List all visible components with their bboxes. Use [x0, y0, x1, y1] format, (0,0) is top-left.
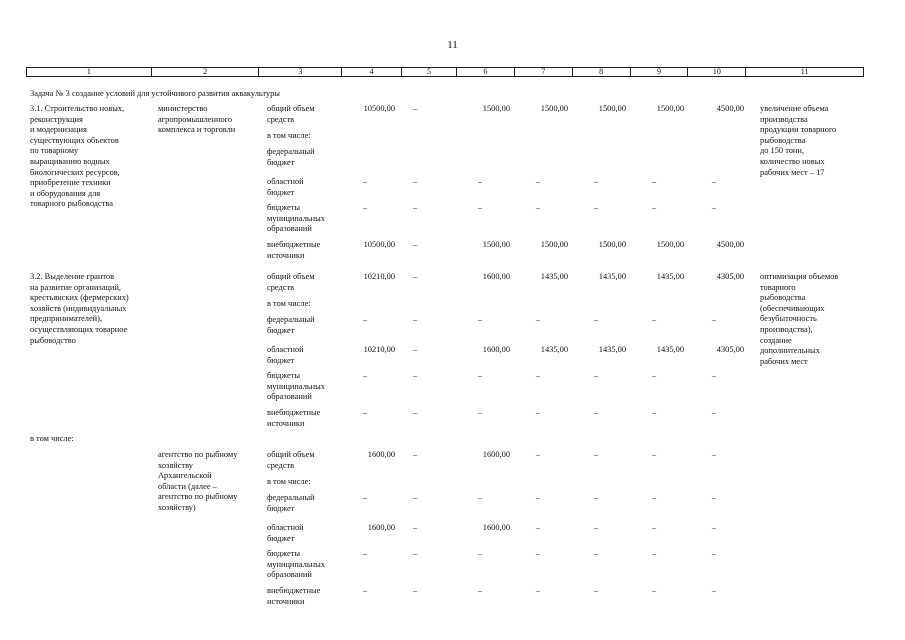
amount-cell: 10500,00 — [363, 240, 395, 249]
amount-cell: – — [362, 177, 368, 186]
source-label: в том числе: — [267, 299, 311, 308]
table-header-row — [26, 67, 864, 77]
amount-cell: – — [362, 549, 368, 558]
amount-cell: – — [412, 272, 418, 281]
amount-cell: 1435,00 — [656, 345, 684, 354]
source-label: в том числе: — [267, 477, 311, 486]
amount-cell: 1435,00 — [656, 272, 684, 281]
amount-cell: – — [711, 523, 717, 532]
amount-cell: 1500,00 — [482, 240, 510, 249]
amount-cell: – — [362, 371, 368, 380]
executor-text: агентство по рыбному хозяйству Архангельской области (далее – агентство по рыбному хозяйству) — [158, 450, 238, 512]
header-col-11: 11 — [800, 67, 809, 76]
source-label: областной бюджет — [267, 523, 304, 543]
source-label: внебюджетные источники — [267, 240, 321, 260]
amount-cell: – — [477, 315, 483, 324]
amount-cell: – — [535, 203, 541, 212]
amount-cell: – — [535, 371, 541, 380]
header-col-9: 9 — [631, 68, 689, 76]
amount-cell: – — [535, 177, 541, 186]
amount-cell: – — [593, 549, 599, 558]
amount-cell: – — [593, 586, 599, 595]
executor-text: министерство агропромышленного комплекса и торговли — [158, 104, 236, 135]
amount-cell: – — [535, 549, 541, 558]
source-label: областной бюджет — [267, 177, 304, 197]
amount-cell: – — [651, 523, 657, 532]
amount-cell: – — [711, 549, 717, 558]
amount-cell: – — [362, 408, 368, 417]
amount-cell: 1600,00 — [482, 523, 510, 532]
source-label: общий объем средств — [267, 104, 315, 124]
amount-cell: – — [477, 586, 483, 595]
amount-cell: – — [362, 203, 368, 212]
amount-cell: – — [412, 371, 418, 380]
source-label: федеральный бюджет — [267, 315, 315, 335]
amount-cell: 1600,00 — [367, 450, 395, 459]
header-col-2: 2 — [152, 68, 260, 76]
measure-text: 3.1. Строительство новых, реконструкция и модернизация существующих объектов по товарному выращиванию водных биологических ресурсов, приобретение техники и оборудования для товарного рыбоводства — [30, 104, 125, 209]
amount-cell: – — [412, 240, 418, 249]
source-label: в том числе: — [267, 131, 311, 140]
amount-cell: – — [535, 408, 541, 417]
amount-cell: 4500,00 — [716, 104, 744, 113]
source-label: федеральный бюджет — [267, 147, 315, 167]
amount-cell: – — [593, 493, 599, 502]
amount-cell: – — [651, 408, 657, 417]
amount-cell: – — [535, 586, 541, 595]
amount-cell: – — [412, 493, 418, 502]
amount-cell: – — [362, 315, 368, 324]
amount-cell: 10210,00 — [363, 345, 395, 354]
amount-cell: – — [711, 203, 717, 212]
amount-cell: – — [535, 493, 541, 502]
amount-cell: – — [412, 450, 418, 459]
amount-cell: – — [593, 203, 599, 212]
amount-cell: – — [477, 549, 483, 558]
amount-cell: – — [477, 408, 483, 417]
source-label: бюджеты муниципальных образований — [267, 371, 325, 402]
amount-cell: 4305,00 — [716, 345, 744, 354]
header-col-8: 8 — [573, 68, 631, 76]
amount-cell: – — [651, 203, 657, 212]
header-col-10: 10 — [688, 68, 746, 76]
amount-cell: 10500,00 — [363, 104, 395, 113]
amount-cell: 1500,00 — [598, 240, 626, 249]
source-label: областной бюджет — [267, 345, 304, 365]
amount-cell: 1500,00 — [540, 104, 568, 113]
amount-cell: – — [412, 104, 418, 113]
amount-cell: – — [651, 450, 657, 459]
amount-cell: 4500,00 — [716, 240, 744, 249]
amount-cell: – — [477, 493, 483, 502]
amount-cell: 1435,00 — [540, 272, 568, 281]
amount-cell: 1500,00 — [540, 240, 568, 249]
result-text: оптимизация объемов товарного рыбоводства (обеспечивающих безубыточность производства), создание дополнительных рабочих мест — [760, 272, 839, 366]
measure-text: 3.2. Выделение грантов на развитие организаций, крестьянских (фермерских) хозяйств (индивидуальных предпринимателей), осуществляющих товарное рыбоводство — [30, 272, 129, 345]
amount-cell: – — [711, 408, 717, 417]
amount-cell: – — [593, 177, 599, 186]
amount-cell: – — [711, 177, 717, 186]
header-col-4: 4 — [342, 68, 402, 76]
amount-cell: – — [362, 586, 368, 595]
amount-cell: – — [593, 315, 599, 324]
amount-cell: – — [651, 371, 657, 380]
amount-cell: – — [412, 586, 418, 595]
amount-cell: – — [711, 586, 717, 595]
amount-cell: – — [711, 450, 717, 459]
task-title: Задача № 3 создание условий для устойчивого развития аквакультуры — [30, 89, 280, 98]
amount-cell: 1500,00 — [598, 104, 626, 113]
amount-cell: – — [593, 523, 599, 532]
amount-cell: – — [362, 493, 368, 502]
amount-cell: 1435,00 — [540, 345, 568, 354]
amount-cell: – — [477, 371, 483, 380]
amount-cell: – — [412, 408, 418, 417]
amount-cell: 1600,00 — [367, 523, 395, 532]
amount-cell: 10210,00 — [363, 272, 395, 281]
amount-cell: – — [593, 371, 599, 380]
amount-cell: – — [593, 450, 599, 459]
amount-cell: – — [711, 493, 717, 502]
amount-cell: – — [651, 549, 657, 558]
header-col-6: 6 — [457, 68, 515, 76]
source-label: бюджеты муниципальных образований — [267, 549, 325, 580]
source-label: внебюджетные источники — [267, 408, 321, 428]
amount-cell: 1600,00 — [482, 345, 510, 354]
amount-cell: – — [412, 523, 418, 532]
source-label: общий объем средств — [267, 450, 315, 470]
amount-cell: – — [651, 493, 657, 502]
header-col-5: 5 — [402, 68, 457, 76]
amount-cell: 1435,00 — [598, 272, 626, 281]
page-number: 11 — [447, 39, 458, 51]
amount-cell: 1500,00 — [656, 104, 684, 113]
amount-cell: – — [412, 549, 418, 558]
amount-cell: 1500,00 — [482, 104, 510, 113]
amount-cell: – — [412, 345, 418, 354]
source-label: общий объем средств — [267, 272, 315, 292]
source-label: внебюджетные источники — [267, 586, 321, 606]
in-total-label: в том числе: — [30, 434, 74, 443]
amount-cell: – — [535, 523, 541, 532]
amount-cell: 1500,00 — [656, 240, 684, 249]
amount-cell: – — [651, 586, 657, 595]
header-col-7: 7 — [515, 68, 573, 76]
source-label: бюджеты муниципальных образований — [267, 203, 325, 234]
amount-cell: – — [711, 315, 717, 324]
amount-cell: – — [535, 315, 541, 324]
amount-cell: 1435,00 — [598, 345, 626, 354]
amount-cell: – — [593, 408, 599, 417]
source-label: федеральный бюджет — [267, 493, 315, 513]
amount-cell: – — [412, 315, 418, 324]
header-col-1: 1 — [27, 68, 152, 76]
amount-cell: – — [651, 315, 657, 324]
amount-cell: 1600,00 — [482, 450, 510, 459]
amount-cell: – — [535, 450, 541, 459]
amount-cell: – — [412, 177, 418, 186]
amount-cell: – — [477, 203, 483, 212]
header-col-3: 3 — [259, 68, 342, 76]
amount-cell: – — [651, 177, 657, 186]
amount-cell: 1600,00 — [482, 272, 510, 281]
amount-cell: – — [412, 203, 418, 212]
result-text: увеличение объема производства продукции товарного рыбоводства до 150 тонн, количество новых рабочих мест – 17 — [760, 104, 837, 177]
amount-cell: 4305,00 — [716, 272, 744, 281]
amount-cell: – — [711, 371, 717, 380]
amount-cell: – — [477, 177, 483, 186]
